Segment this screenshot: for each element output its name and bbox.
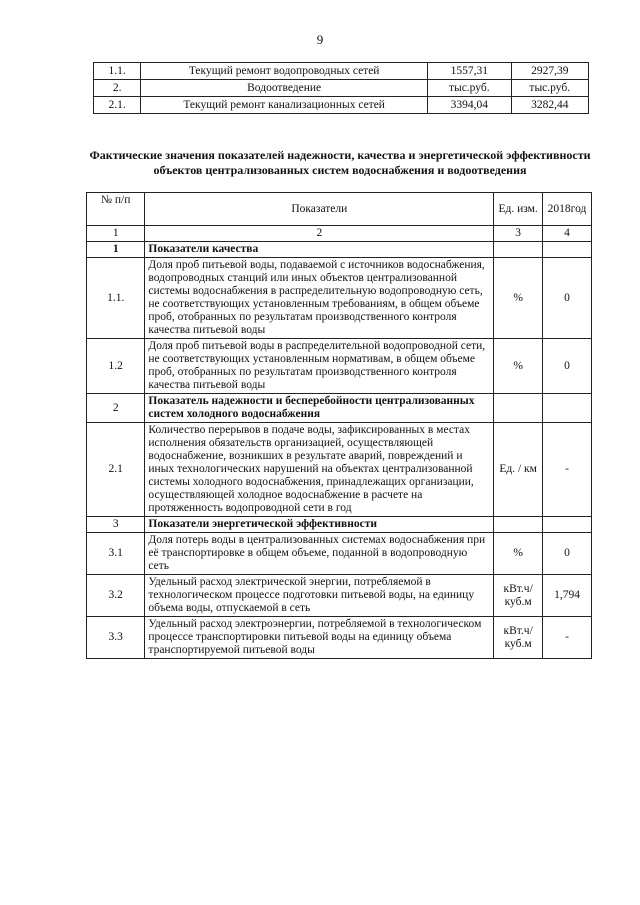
row-unit [494,394,543,423]
row-number: 3 [87,517,145,533]
table-row [87,517,592,533]
row-name: Удельный расход электрической энергии, потребляемой в технологическом процессе подготовки питьевой воды, на единицу объема воды, отпускаемой в сеть [145,575,494,617]
row-name: Доля потерь воды в централизованных системах водоснабжения при её транспортировке в общем объеме, поданной в водопроводную сеть [145,533,494,575]
row-value: - [543,423,592,517]
row-number: 2 [87,394,145,423]
table-row [94,80,589,97]
row-value-1: 3394,04 [428,97,512,114]
table-row [87,394,592,423]
row-number: 1.1. [87,258,145,339]
row-value [543,394,592,423]
row-value: 0 [543,258,592,339]
row-name: Показатели качества [145,242,494,258]
header-year: 2018год [543,193,592,226]
row-unit: % [494,339,543,394]
row-name: Текущий ремонт канализационных сетей [141,97,428,114]
row-value [543,517,592,533]
indicators-table [86,192,592,659]
row-unit: кВт.ч/куб.м [494,617,543,659]
table-index-row [87,226,592,242]
row-value-2: 3282,44 [511,97,588,114]
row-value-1: тыс.руб. [428,80,512,97]
index-cell: 3 [494,226,543,242]
header-num: № п/п [87,193,145,226]
row-value [543,242,592,258]
row-name: Доля проб питьевой воды, подаваемой с источников водоснабжения, водопроводных станций или иных объектов централизованной системы водоснабжения в распределительную водопроводную сеть, не соответствующих установленным требованиям, в общем объеме проб, отобранных по результатам производственного контроля качества питьевой воды [145,258,494,339]
row-value: 0 [543,533,592,575]
row-name: Показатель надежности и бесперебойности централизованных систем холодного водоснабжения [145,394,494,423]
row-value: - [543,617,592,659]
row-number: 2.1 [87,423,145,517]
row-number: 3.3 [87,617,145,659]
row-name: Показатели энергетической эффективности [145,517,494,533]
row-unit: % [494,533,543,575]
row-unit: % [494,258,543,339]
row-number: 1 [87,242,145,258]
row-number: 2. [94,80,141,97]
table-header-row [87,193,592,226]
top-table [93,62,589,114]
table-row [87,258,592,339]
table-row [87,533,592,575]
table-row [87,617,592,659]
row-number: 3.2 [87,575,145,617]
row-number: 1.2 [87,339,145,394]
table-row [94,97,589,114]
row-name: Удельный расход электроэнергии, потребляемой в технологическом процессе транспортировки питьевой воды на единицу объема транспортируемой питьевой воды [145,617,494,659]
row-name: Водоотведение [141,80,428,97]
row-value: 0 [543,339,592,394]
row-number: 3.1 [87,533,145,575]
table-row [94,63,589,80]
row-name: Текущий ремонт водопроводных сетей [141,63,428,80]
row-unit [494,242,543,258]
row-name: Количество перерывов в подаче воды, зафиксированных в местах исполнения обязательств организацией, осуществляющей водоснабжение, возникших в результате аварий, повреждений и иных технологических нарушений на объектах централизованной системы холодного водоснабжения, принадлежащих организации, осуществляющей холодное водоснабжение в расчете на протяженность водопроводной сети в год [145,423,494,517]
row-name: Доля проб питьевой воды в распределительной водопроводной сети, не соответствующих установленным нормативам, в общем объеме проб, отобранных по результатам производственного контроля качества питьевой воды [145,339,494,394]
index-cell: 1 [87,226,145,242]
table-row [87,242,592,258]
table-row [87,575,592,617]
index-cell: 4 [543,226,592,242]
row-unit: Ед. / км [494,423,543,517]
row-unit: кВт.ч/куб.м [494,575,543,617]
row-value-2: 2927,39 [511,63,588,80]
table-row [87,423,592,517]
table-row [87,339,592,394]
row-number: 2.1. [94,97,141,114]
row-value-2: тыс.руб. [511,80,588,97]
row-value: 1,794 [543,575,592,617]
index-cell: 2 [145,226,494,242]
section-title: Фактические значения показателей надежности, качества и энергетической эффективности объектов централизованных систем водоснабжения и водоотведения [89,148,591,177]
row-number: 1.1. [94,63,141,80]
row-value-1: 1557,31 [428,63,512,80]
header-name: Показатели [145,193,494,226]
row-unit [494,517,543,533]
header-unit: Ед. изм. [494,193,543,226]
page-number: 9 [316,32,324,47]
